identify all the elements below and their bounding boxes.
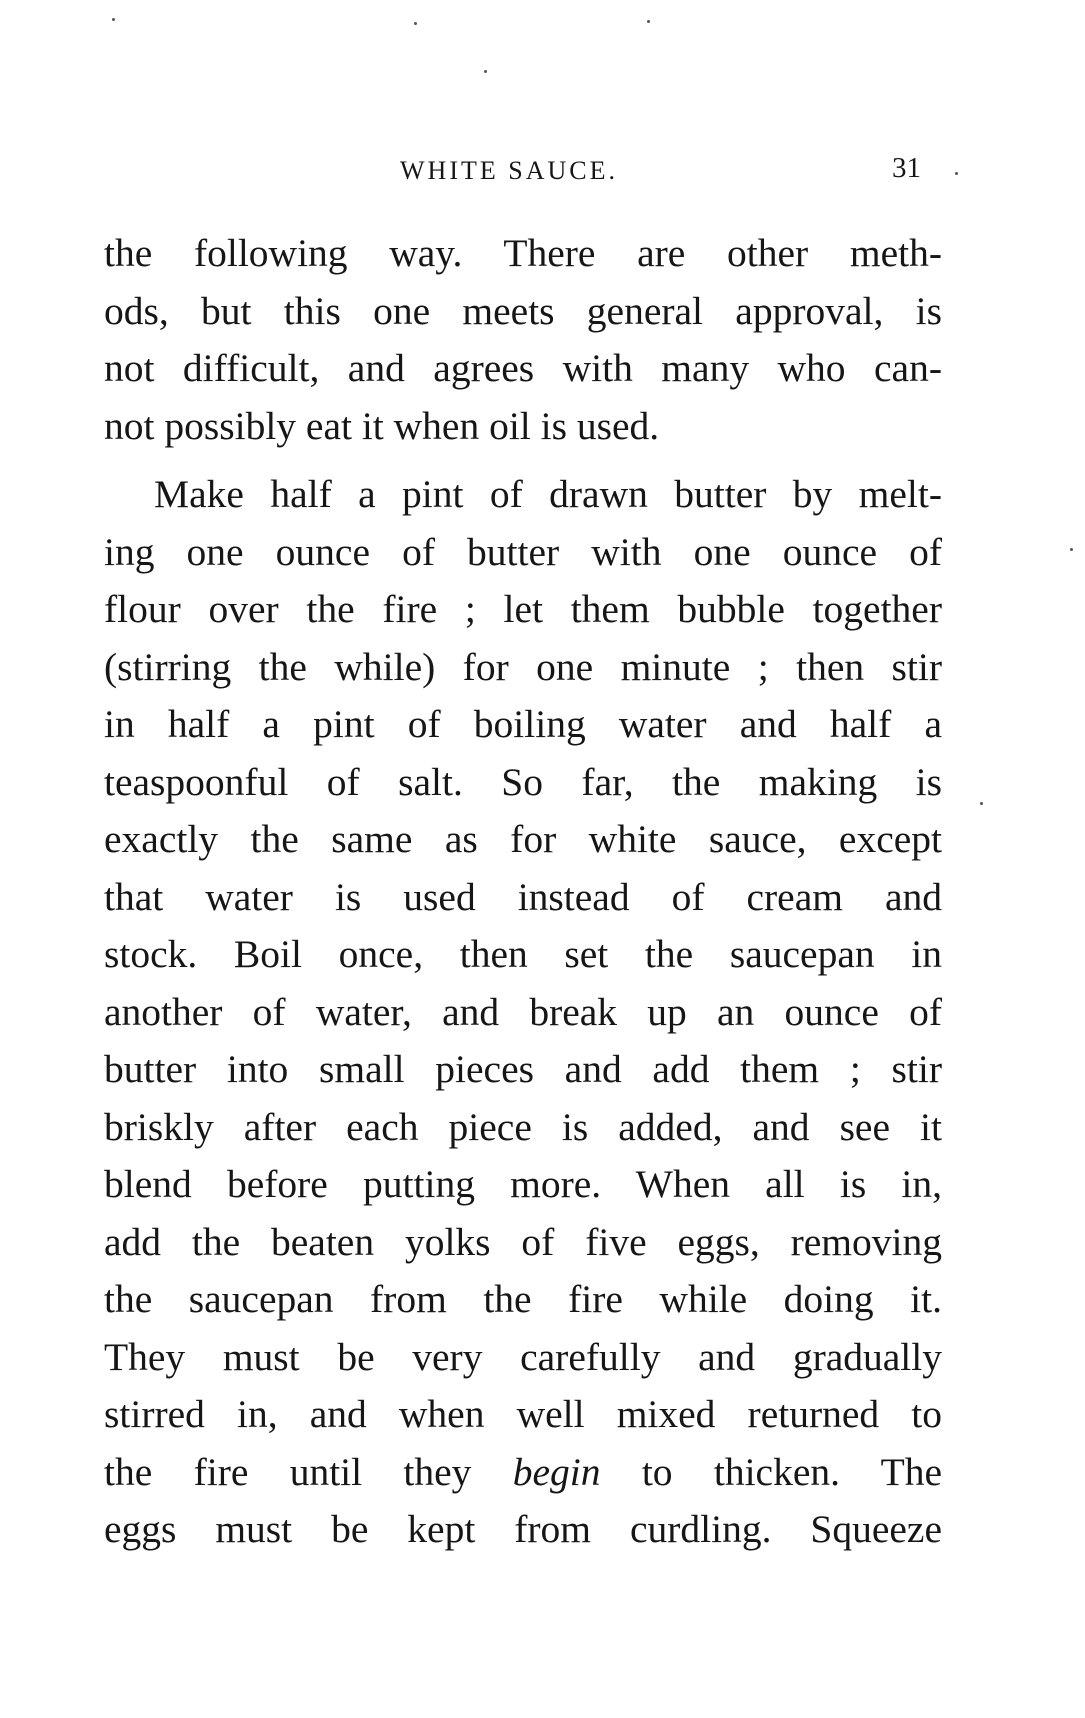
text-line: butter into small pieces and add them ; stir	[104, 1047, 942, 1091]
text-line: briskly after each piece is added, and see it	[104, 1104, 942, 1149]
scan-speck	[647, 20, 650, 23]
body-text	[104, 225, 942, 1559]
text-line: that water is used instead of cream and	[104, 874, 942, 919]
text-segment: to thicken. The	[600, 1449, 943, 1494]
text-line: blend before putting more. When all is in,	[104, 1162, 942, 1206]
scan-speck	[980, 802, 983, 805]
text-line: teaspoonful of salt. So far, the making is	[104, 759, 942, 804]
text-line-with-italic	[104, 1444, 942, 1502]
text-line: ods, but this one meets general approval, is	[104, 288, 942, 333]
text-line: another of water, and break up an ounce of	[104, 989, 942, 1034]
page-number: 31	[892, 152, 921, 184]
scan-speck	[414, 22, 417, 25]
text-line: flour over the fire ; let them bubble together	[104, 587, 942, 631]
paragraph-first-line: Make half a pint of drawn butter by melt-	[154, 472, 942, 516]
text-line: They must be very carefully and gradually	[104, 1334, 942, 1379]
text-line: the saucepan from the fire while doing it.	[104, 1277, 942, 1321]
scan-speck	[1070, 548, 1073, 551]
text-segment: the fire until they	[104, 1449, 513, 1494]
scan-speck	[484, 70, 487, 73]
text-line: ing one ounce of butter with one ounce of	[104, 529, 942, 574]
text-line: (stirring the while) for one minute ; then stir	[104, 644, 942, 689]
text-line: stock. Boil once, then set the saucepan in	[104, 932, 942, 976]
text-line: stirred in, and when well mixed returned to	[104, 1392, 942, 1436]
text-line: exactly the same as for white sauce, except	[104, 817, 942, 861]
text-line: not possibly eat it when oil is used.	[104, 403, 660, 448]
running-head	[0, 150, 1085, 190]
text-line: eggs must be kept from curdling. Squeeze	[104, 1507, 942, 1551]
page-title: WHITE SAUCE.	[400, 156, 618, 185]
text-line: add the beaten yolks of five eggs, removing	[104, 1219, 942, 1264]
text-line: the following way. There are other meth-	[104, 231, 942, 275]
text-line: not difficult, and agrees with many who can-	[104, 346, 942, 390]
scan-speck	[112, 18, 115, 21]
text-line: in half a pint of boiling water and half a	[104, 702, 942, 746]
italic-word: begin	[512, 1449, 601, 1494]
